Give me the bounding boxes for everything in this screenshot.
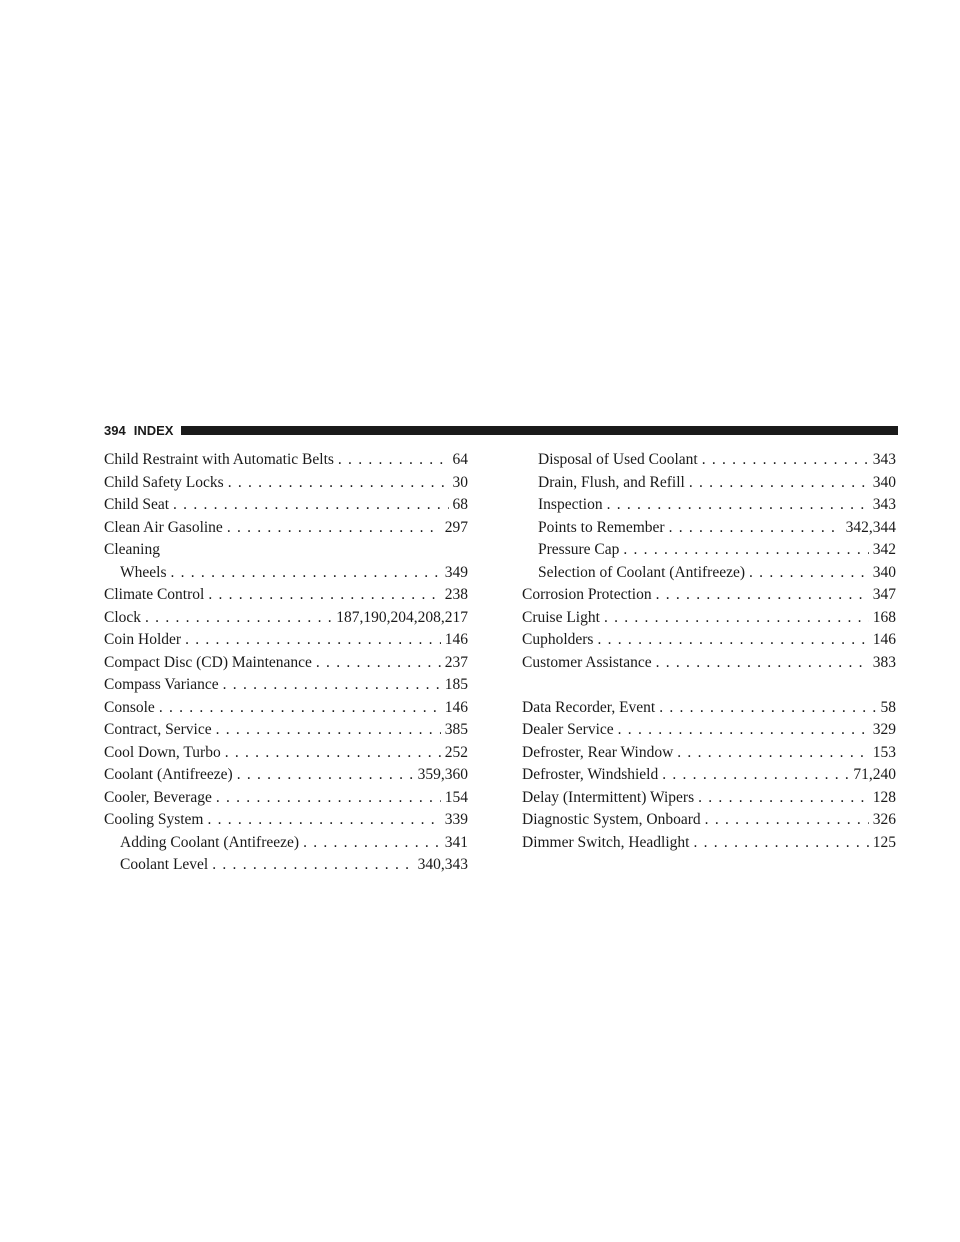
index-pages: 343: [872, 451, 896, 468]
dot-leader: [689, 472, 869, 495]
index-pages: 349: [444, 563, 468, 581]
dot-leader: [185, 629, 441, 652]
dot-leader: [173, 494, 448, 517]
index-term: Drain, Flush, and Refill: [538, 473, 685, 491]
dot-leader: [607, 494, 869, 517]
index-term: Cleaning: [104, 541, 160, 558]
index-term: Customer Assistance: [522, 653, 652, 671]
index-term: Cool Down, Turbo: [104, 743, 221, 761]
dot-leader: [216, 719, 441, 742]
dot-leader: [618, 719, 869, 742]
index-entry: [104, 449, 468, 472]
index-pages: 185: [444, 676, 468, 693]
index-term: Cupholders: [522, 631, 594, 648]
dot-leader: [237, 764, 414, 787]
dot-leader: [702, 449, 869, 472]
dot-leader: [623, 539, 868, 562]
index-term: Clean Air Gasoline: [104, 518, 223, 536]
dot-leader: [656, 584, 869, 607]
dot-leader: [677, 742, 868, 765]
index-pages: 359,360: [417, 766, 468, 783]
dot-leader: [698, 787, 869, 810]
index-pages: 146: [444, 698, 468, 716]
index-term: Child Restraint with Automatic Belts: [104, 451, 334, 468]
index-term: Adding Coolant (Antifreeze): [120, 833, 300, 851]
index-term: Disposal of Used Coolant: [538, 451, 698, 468]
index-subentry: [522, 449, 896, 472]
index-entry: [522, 629, 896, 652]
index-pages: 187,190,204,208,217: [336, 608, 468, 626]
index-term: Delay (Intermittent) Wipers: [522, 788, 695, 806]
dot-leader: [145, 607, 332, 630]
index-term: Child Safety Locks: [104, 473, 224, 491]
index-pages: 252: [444, 743, 468, 761]
index-term: Cooling System: [104, 811, 204, 828]
index-pages: 128: [872, 788, 896, 806]
index-term: Selection of Coolant (Antifreeze): [538, 563, 746, 581]
index-pages: 238: [444, 586, 468, 603]
dot-leader: [170, 562, 440, 585]
index-entry: [104, 764, 468, 787]
dot-leader: [228, 472, 449, 495]
dot-leader: [705, 809, 869, 832]
index-column-left: [104, 449, 468, 877]
index-entry: [522, 764, 896, 787]
index-term: Cruise Light: [522, 608, 600, 626]
index-subentry: [104, 832, 468, 855]
index-pages: 385: [444, 721, 468, 738]
dot-leader: [208, 584, 440, 607]
dot-leader: [659, 697, 876, 720]
index-entry: [104, 607, 468, 630]
index-pages: 146: [872, 631, 896, 648]
index-term: Climate Control: [104, 586, 205, 603]
index-term: Corrosion Protection: [522, 586, 652, 603]
index-pages: 343: [872, 496, 896, 513]
index-subentry: [522, 472, 896, 495]
index-entry: [522, 787, 896, 810]
index-term: Console: [104, 698, 155, 716]
index-term: Clock: [104, 608, 142, 626]
index-entry: [104, 742, 468, 765]
dot-leader: [216, 787, 441, 810]
dot-leader: [597, 629, 868, 652]
index-term: Dealer Service: [522, 721, 614, 738]
index-term: Diagnostic System, Onboard: [522, 811, 701, 828]
dot-leader: [303, 832, 441, 855]
index-column-right: [522, 449, 896, 854]
index-entry: [522, 607, 896, 630]
index-entry: [522, 697, 896, 720]
index-term: Pressure Cap: [538, 541, 620, 558]
dot-leader: [669, 517, 842, 540]
index-entry: [522, 652, 896, 675]
index-subentry: [104, 562, 468, 585]
index-subentry: [104, 854, 468, 877]
index-pages: 326: [872, 811, 896, 828]
index-pages: 297: [444, 518, 468, 536]
dot-leader: [338, 449, 449, 472]
index-term: Defroster, Windshield: [522, 766, 659, 783]
dot-leader: [223, 674, 441, 697]
index-subentry: [522, 517, 896, 540]
index-pages: 153: [872, 743, 896, 761]
index-term: Inspection: [538, 496, 603, 513]
index-entry: [104, 629, 468, 652]
index-entry: [522, 742, 896, 765]
index-entry: [104, 494, 468, 517]
page-header: [104, 421, 898, 439]
index-term: Contract, Service: [104, 721, 212, 738]
index-pages: 347: [872, 586, 896, 603]
index-term: Coolant (Antifreeze): [104, 766, 233, 783]
letter-group-gap: [522, 674, 896, 697]
index-entry: [104, 719, 468, 742]
index-pages: 58: [880, 698, 896, 716]
index-subentry: [522, 494, 896, 517]
index-term: Points to Remember: [538, 518, 665, 536]
dot-leader: [212, 854, 413, 877]
index-pages: 64: [452, 451, 468, 468]
index-entry: [104, 787, 468, 810]
dot-leader: [662, 764, 849, 787]
index-pages: 340: [872, 473, 896, 491]
index-pages: 168: [872, 608, 896, 626]
index-pages: 341: [444, 833, 468, 851]
index-entry: [104, 674, 468, 697]
index-term: Coin Holder: [104, 631, 182, 648]
index-term: Wheels: [120, 563, 167, 581]
dot-leader: [207, 809, 440, 832]
index-entry: [104, 697, 468, 720]
index-pages: 154: [444, 788, 468, 806]
index-pages: 30: [452, 473, 468, 491]
index-entry: [104, 472, 468, 495]
index-term: Defroster, Rear Window: [522, 743, 674, 761]
index-term: Child Seat: [104, 496, 170, 513]
index-pages: 383: [872, 653, 896, 671]
dot-leader: [316, 652, 441, 675]
index-term: Dimmer Switch, Headlight: [522, 833, 690, 851]
index-pages: 342: [872, 541, 896, 558]
index-pages: 125: [872, 833, 896, 851]
page-number: 394: [104, 422, 126, 438]
index-entry: [522, 719, 896, 742]
index-pages: 68: [452, 496, 468, 513]
index-term: Compass Variance: [104, 676, 219, 693]
index-entry: [104, 517, 468, 540]
index-subentry: [522, 562, 896, 585]
index-subentry: [522, 539, 896, 562]
index-pages: 339: [444, 811, 468, 828]
index-pages: 237: [444, 653, 468, 671]
dot-leader: [604, 607, 869, 630]
index-term: Data Recorder, Event: [522, 698, 656, 716]
index-entry: [104, 809, 468, 832]
index-pages: 340: [872, 563, 896, 581]
dot-leader: [159, 697, 441, 720]
index-entry: [522, 584, 896, 607]
index-entry: [104, 652, 468, 675]
index-entry: [522, 809, 896, 832]
dot-leader: [225, 742, 441, 765]
index-term: Compact Disc (CD) Maintenance: [104, 653, 312, 671]
index-pages: 329: [872, 721, 896, 738]
dot-leader: [693, 832, 868, 855]
index-entry: [522, 832, 896, 855]
index-pages: 146: [444, 631, 468, 648]
dot-leader: [749, 562, 869, 585]
dot-leader: [656, 652, 869, 675]
index-term: Coolant Level: [120, 856, 209, 873]
dot-leader: [227, 517, 441, 540]
index-term: Cooler, Beverage: [104, 788, 212, 806]
index-entry: [104, 584, 468, 607]
index-pages: 71,240: [853, 766, 896, 783]
index-heading: [104, 539, 468, 562]
section-title: INDEX: [133, 422, 174, 438]
header-rule: [181, 426, 898, 435]
index-pages: 342,344: [845, 518, 896, 536]
index-pages: 340,343: [417, 856, 468, 873]
